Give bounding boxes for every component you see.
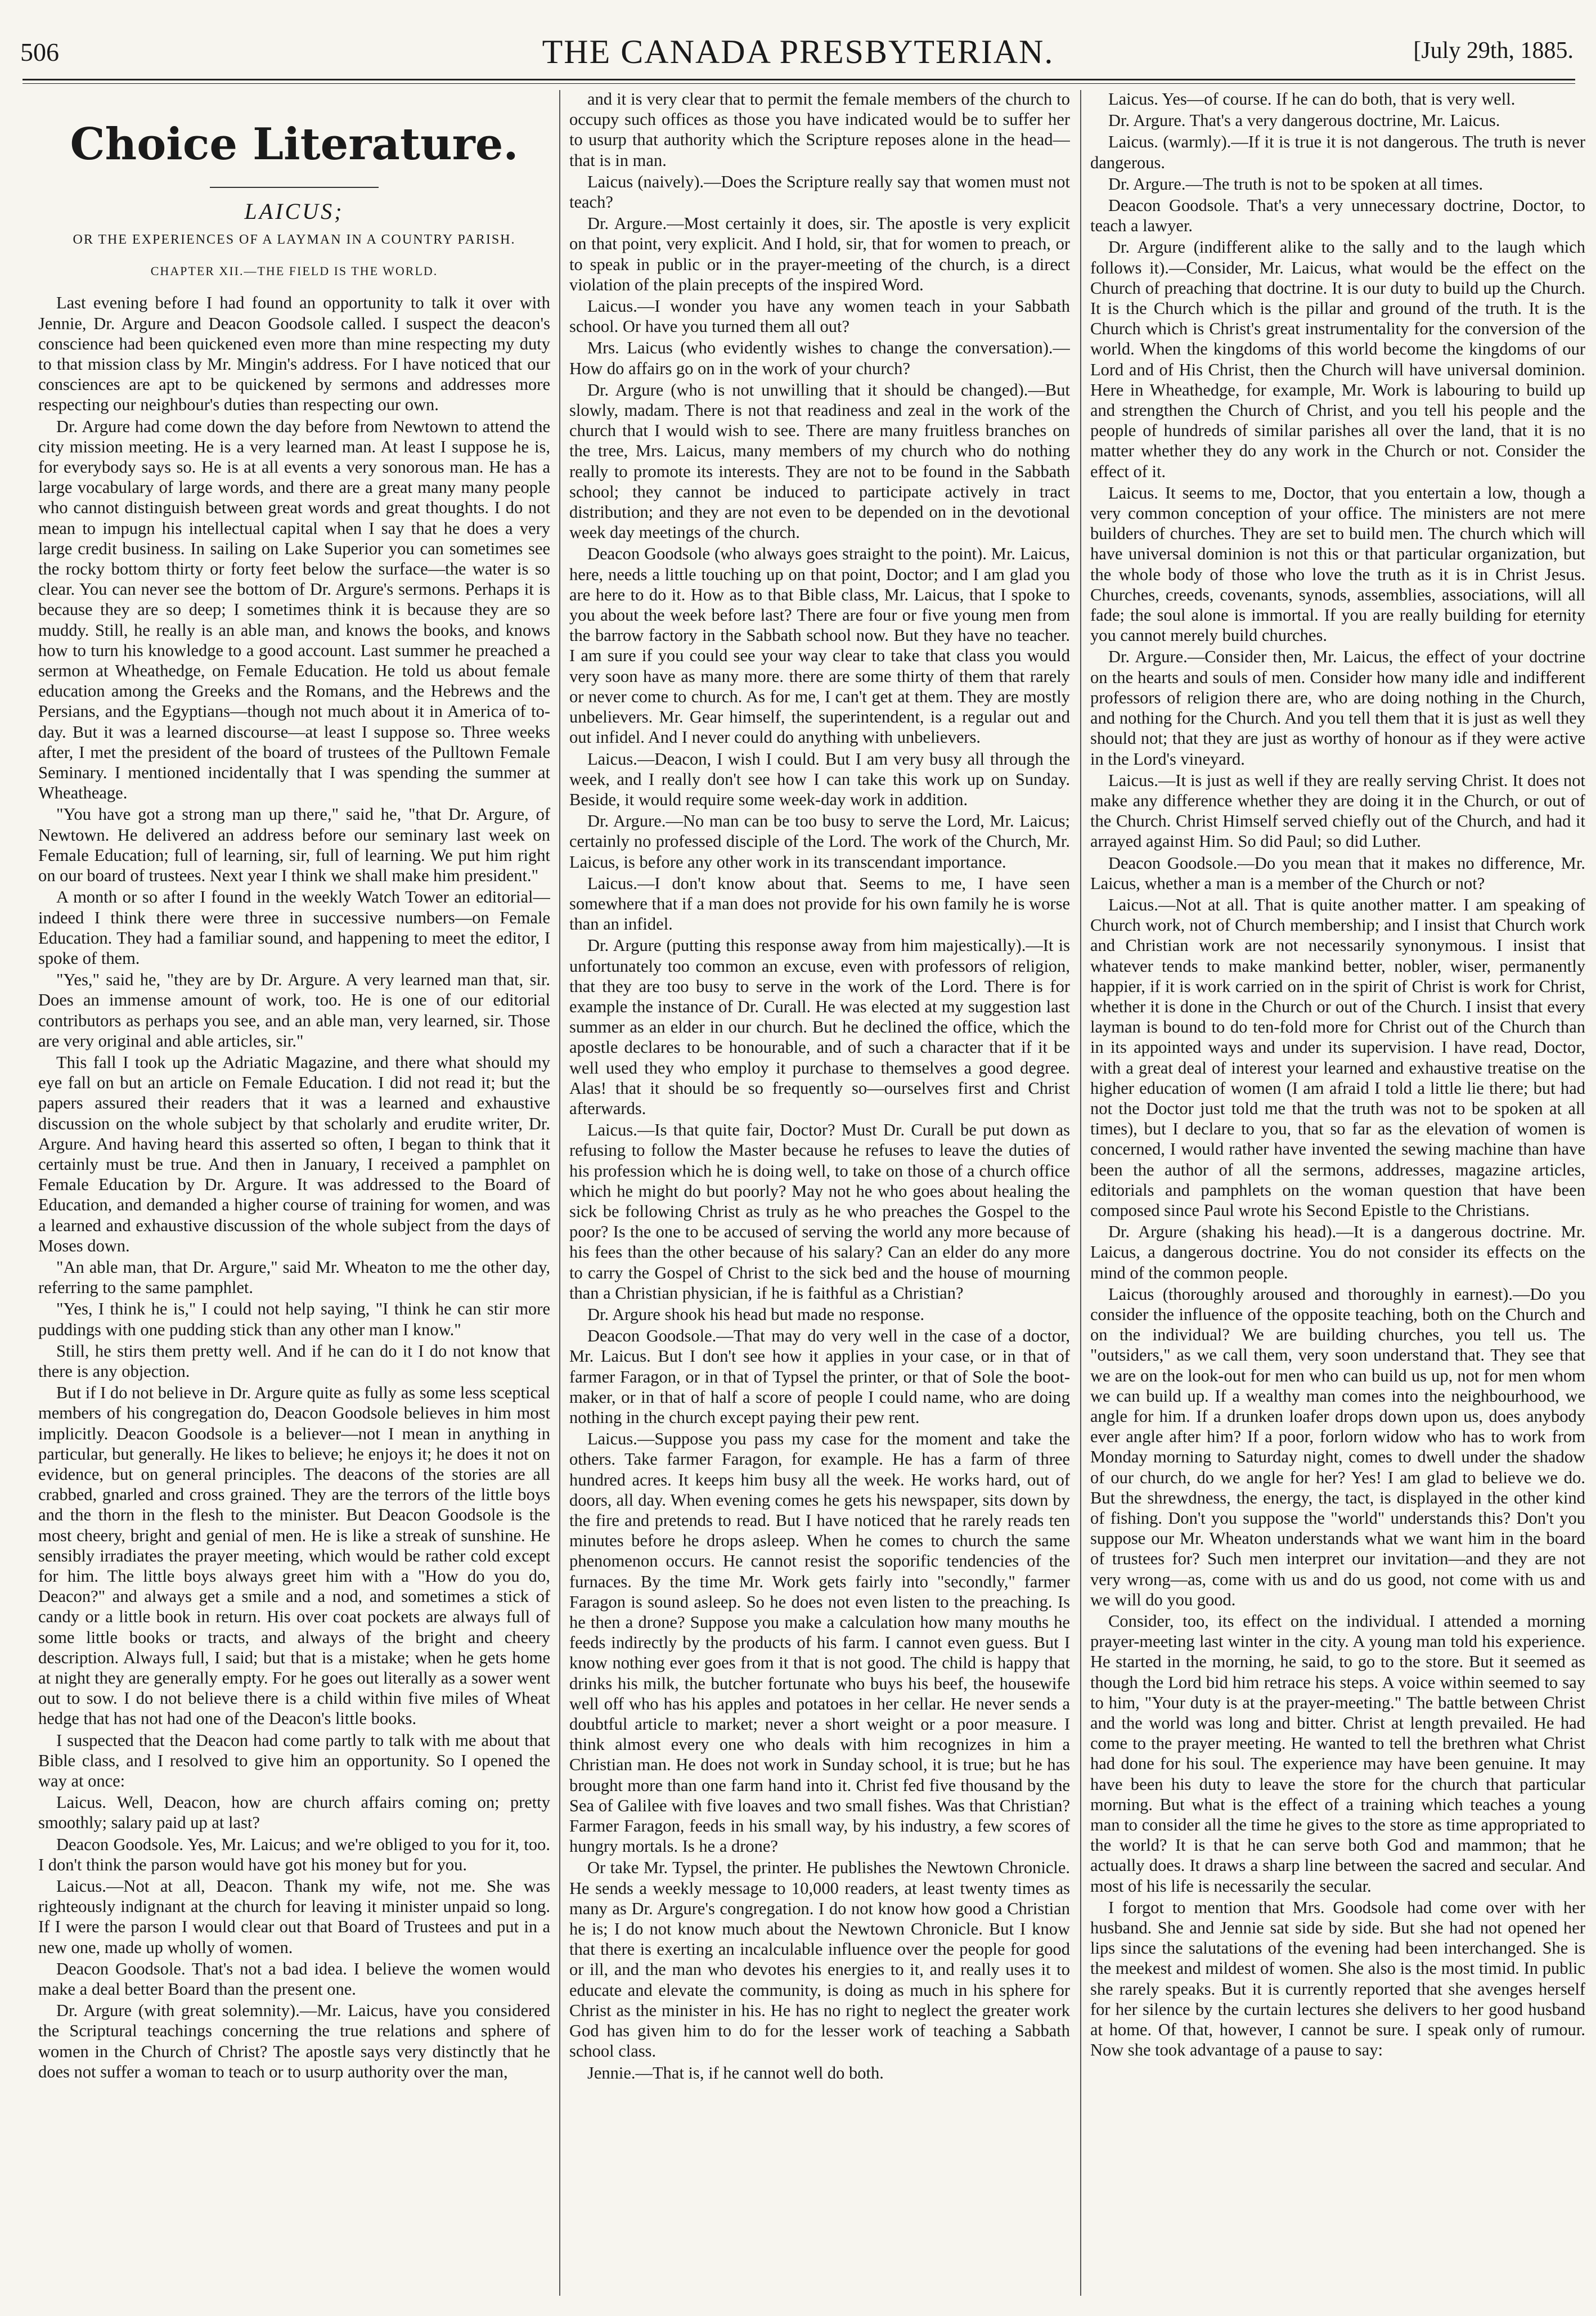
paragraph: "Yes, I think he is," I could not help saying, "I think he can stir more puddings with one pudding stick than any other man I know.": [38, 1299, 550, 1339]
paragraph: Dr. Argure (shaking his head).—It is a dangerous doctrine. Mr. Laicus, a dangerous doctrine. You do not consider its effects on the mind of the common people.: [1090, 1222, 1585, 1282]
paragraph: Deacon Goodsole. Yes, Mr. Laicus; and we're obliged to you for it, too. I don't think the parson would have got his money but for you.: [38, 1834, 550, 1874]
paragraph: Dr. Argure.—Consider then, Mr. Laicus, the effect of your doctrine on the hearts and souls of men. Consider how many idle and indifferent professors of religion there are, who are doing nothing in the Church, and nothing for the Church. And you tell them that it is just as well they should not; that they are just as worthy of honour as if they were active in the Lord's vineyard.: [1090, 647, 1585, 769]
paragraph: Laicus.—I wonder you have any women teach in your Sabbath school. Or have you turned them all out?: [569, 297, 1070, 336]
paragraph: Laicus (thoroughly aroused and thoroughly in earnest).—Do you consider the influence of the opposite teaching, both on the Church and on the individual? We are building churches, you tell us. The "outsiders," as we call them, very soon understand that. They see that we are on the look-out for men who can build us up, not for men whom we can build up. If a wealthy man comes into the neighbourhood, we angle for him. If a drunken loafer drops down upon us, does anybody ever angle after him? If a poor, forlorn widow who has to work from Monday morning to Saturday night, comes to dwell under the shadow of our church, do we angle for her? Yes! I am glad to believe we do. But the shrewdness, the energy, the tact, is displayed in the other kind of fishing. Don't you suppose the "world" understands this? Don't you suppose our Mr. Wheaton understands what we want him in the board of trustees for? Such men interpret our invitation—and they are not very wrong—as, come with us and do us good, not come with us and we will do you good.: [1090, 1284, 1585, 1609]
paragraph: I suspected that the Deacon had come partly to talk with me about that Bible class, and I resolved to give him an opportunity. So I opened the way at once:: [38, 1730, 550, 1791]
paragraph: Deacon Goodsole. That's not a bad idea. I believe the women would make a deal better Board than the present one.: [38, 1959, 550, 1999]
paragraph: Laicus.—Not at all. That is quite another matter. I am speaking of Church work, not of Church membership; and I insist that Church work and Christian work are not necessarily synonymous. I insist that whatever tends to make mankind better, nobler, wiser, permanently happier, if it is work carried on in the spirit of Christ is work for Christ, whether it is done in the Church or out of the Church. I insist that every layman is bound to do ten-fold more for Christ out of the Church than in its appointed ways and under its supervision. I have read, Doctor, with a great deal of interest your learned and exhaustive treatise on the higher education of women (I am afraid I told a little lie there; but had not the Doctor just told me that the truth was not to be spoken at all times), but I declare to you, that so far as the elevation of women is concerned, I would rather have invented the sewing machine than have been the author of all the sermons, addresses, magazine articles, editorials and pamphlets on the woman question that have been composed since Paul wrote his Second Epistle to the Christians.: [1090, 895, 1585, 1220]
paragraph: "You have got a strong man up there," said he, "that Dr. Argure, of Newtown. He delivered an address before our seminary last week on Female Education; full of learning, sir, full of learning. We put him right on our board of trustees. Next year I think we shall make him president.": [38, 805, 550, 886]
column-3: [1090, 89, 1585, 2306]
column-2-body: [569, 89, 1070, 2083]
paragraph: Dr. Argure.—Most certainly it does, sir. The apostle is very explicit on that point, very explicit. And I hold, sir, that for women to preach, or to speak in public or in the prayer-meeting of the church, is a direct violation of the plain precepts of the inspired Word.: [569, 214, 1070, 294]
paragraph: Laicus. Yes—of course. If he can do both, that is very well.: [1108, 89, 1516, 109]
paragraph: Mrs. Laicus (who evidently wishes to change the conversation).—How do affairs go on in the work of your church?: [569, 338, 1070, 378]
paragraph: Dr. Argure (with great solemnity).—Mr. Laicus, have you considered the Scriptural teachings concerning the true relations and sphere of women in the Church of Christ? The apostle says very distinctly that he does not suffer a woman to teach or to usurp authority over the man,: [38, 2001, 550, 2081]
column-separator-2: [1080, 90, 1081, 2296]
paragraph: Dr. Argure (putting this response away from him majestically).—It is unfortunately too common an excuse, even with professors of religion, that they are too busy to serve in the work of the Lord. There is for example the instance of Dr. Curall. He was elected at my suggestion last summer as an elder in our church. But he declined the office, which the apostle declares to be honourable, and of such a character that if it be well used they who employ it purchase to themselves a good degree. Alas! that it should be so frequently so—ourselves first and Christ afterwards.: [569, 936, 1070, 1118]
chapter-heading: CHAPTER XII.—THE FIELD IS THE WORLD.: [150, 264, 438, 279]
paragraph: Laicus.—Deacon, I wish I could. But I am very busy all through the week, and I really don't see how I can take this work up on Sunday. Beside, it would require some week-day work in addition.: [569, 749, 1070, 809]
title-rule: [210, 187, 379, 188]
paragraph: Laicus.—Not at all, Deacon. Thank my wife, not me. She was righteously indignant at the church for leaving it minister unpaid so long. If I were the parson I would clear out that Board of Trustees and put in a new one, made up wholly of women.: [38, 1877, 550, 1957]
paragraph: Dr. Argure shook his head but made no response.: [587, 1304, 925, 1324]
paragraph: Dr. Argure.—The truth is not to be spoken at all times.: [1108, 174, 1483, 194]
paragraph: Or take Mr. Typsel, the printer. He publishes the Newtown Chronicle. He sends a weekly message to 10,000 readers, at least twenty times as many as Dr. Argure's congregation. I do not know how good a Christian he is; I do not know much about the Newtown Chronicle. But I know that there is exerting an incalculable influence over the people for good or ill, and the man who devotes his energies to it, and really uses it to educate and elevate the community, is doing as much in his sphere for Christ as the minister in his. He has no right to neglect the greater work God has given him to do for the lesser work of teaching a Sabbath school class.: [569, 1858, 1070, 2061]
header-rule-thin: [23, 83, 1575, 84]
paragraph: Laicus.—Is that quite fair, Doctor? Must Dr. Curall be put down as refusing to follow the Master because he refuses to leave the duties of his profession which he is doing well, to take on those of a church office which he might do but poorly? May not he who goes about healing the sick be following Christ as truly as he who preaches the Gospel to the poor? Is the one to be accused of serving the world any more because of his fees than the other because of his salary? Can an elder do any more to carry the Gospel of Christ to the sick bed and the house of mourning than a Christian physician, if he is faithful as a Christian?: [569, 1120, 1070, 1303]
paragraph: Deacon Goodsole. That's a very unnecessary doctrine, Doctor, to teach a lawyer.: [1090, 196, 1585, 236]
publication-title: THE CANADA PRESBYTERIAN.: [542, 33, 1054, 70]
column-3-body: [1090, 89, 1585, 2061]
paragraph: Still, he stirs them pretty well. And if he can do it I do not know that there is any objection.: [38, 1341, 550, 1381]
paragraph: Deacon Goodsole.—That may do very well in the case of a doctor, Mr. Laicus. But I don't see how it applies in your case, or in that of farmer Faragon, or in that of Typsel the printer, or that of Sole the boot-maker, or in that of half a score of people I could name, who are doing nothing in the church except paying their pew rent.: [569, 1326, 1070, 1427]
paragraph: A month or so after I found in the weekly Watch Tower an editorial—indeed I think there were three in successive numbers—on Female Education. They had a familiar sound, and happening to meet the editor, I spoke of them.: [38, 887, 550, 968]
story-subtitle: OR THE EXPERIENCES OF A LAYMAN IN A COUNTRY PARISH.: [73, 232, 516, 248]
paragraph: Consider, too, its effect on the individual. I attended a morning prayer-meeting last winter in the city. A young man told his experience. He started in the morning, he said, to go to the store. But it seemed as though the Lord bid him retrace his steps. A voice within seemed to say to him, "Your duty is at the prayer-meeting." The battle between Christ and the world was long and bitter. Christ at length prevailed. He had come to the prayer meeting. He wanted to tell the brethren what Christ had done for his soul. The experience may have been genuine. It may have been his duty to leave the store for the church that particular morning. But what is the effect of a training which teaches a young man to consider all the time he gives to the store as time appropriated to the world? It is that he can serve both God and mammon; that he actually does. It draws a sharp line between the sacred and secular. And most of his life is necessarily the secular.: [1090, 1612, 1585, 1896]
paragraph: Jennie.—That is, if he cannot well do both.: [587, 2063, 884, 2082]
paragraph: Deacon Goodsole (who always goes straight to the point). Mr. Laicus, here, needs a little touching up on that point, Doctor; and I am glad you are here to do it. How as to that Bible class, Mr. Laicus, that I spoke to you about the week before last? There are four or five young men from the barrow factory in the Sabbath school now. But they have no teacher. I am sure if you could see your way clear to take that class you would very soon have as many more. there are some thirty of them that rarely or never come to church. As for me, I can't get at them. They are mostly unbelievers. Mr. Gear himself, the superintendent, is a regular out and out infidel. And I never could do anything with unbelievers.: [569, 544, 1070, 747]
story-title: LAICUS;: [244, 199, 344, 224]
paragraph: Dr. Argure.—No man can be too busy to serve the Lord, Mr. Laicus; certainly no professed disciple of the Lord. The work of the Church, Mr. Laicus, is before any other work in its transcendant importance.: [569, 811, 1070, 872]
paragraph: "An able man, that Dr. Argure," said Mr. Wheaton to me the other day, referring to the same pamphlet.: [38, 1257, 550, 1298]
paragraph: Dr. Argure (who is not unwilling that it should be changed).—But slowly, madam. There is not that readiness and zeal in the work of the church that I would wish to see. There are many fruitless branches on the tree, Mrs. Laicus, many members of my church who do nothing really to promote its interests. They are not to be found in the Sabbath school; they cannot be induced to participate actively in tract distribution; and they are not even to be depended on in the devotional week day meetings of the church.: [569, 380, 1070, 542]
paragraph: and it is very clear that to permit the female members of the church to occupy such offices as those you have indicated would be to suffer her to usurp that authority which the Scripture reposes alone in the head—that is in man.: [569, 89, 1070, 170]
header-rule-thick: [23, 79, 1575, 80]
paragraph: Laicus.—It is just as well if they are really serving Christ. It does not make any difference whether they are doing it in the Church, or out of the Church. Christ Himself served chiefly out of the Church, and had it arrayed against Him. So did Paul; so did Luther.: [1090, 770, 1585, 851]
paragraph: This fall I took up the Adriatic Magazine, and there what should my eye fall on but an article on Female Education. I did not read it; but the papers assured their readers that it was a learned and exhaustive discussion on the whole subject by that scholarly and erudite writer, Dr. Argure. And having heard this asserted so often, I began to think that it certainly must be true. And then in January, I received a pamphlet on Female Education by Dr. Argure. It was addressed to the Board of Education, and demanded a higher course of training for women, and was a learned and exhaustive discussion of the whole subject from the days of Moses down.: [38, 1052, 550, 1255]
paragraph: Laicus. It seems to me, Doctor, that you entertain a low, though a very common conception of your office. The ministers are not mere builders of churches. They are set to build men. The church which will have universal dominion is not this or that particular organization, but the whole body of those who love the truth as it is in Christ Jesus. Churches, creeds, covenants, synods, assemblies, associations, will all fade; the soul alone is immortal. If you are really building for eternity you cannot merely build churches.: [1090, 483, 1585, 645]
paragraph: Laicus.—Suppose you pass my case for the moment and take the others. Take farmer Faragon, for example. He has a farm of three hundred acres. It keeps him busy all the week. He works hard, out of doors, all day. When evening comes he gets his newspaper, sits down by the fire and pretends to read. But I have noticed that he rarely reads ten minutes before he drops asleep. When he comes to church the same phenomenon occurs. He cannot resist the soporific tendencies of the furnaces. By the time Mr. Work gets fairly into "secondly," farmer Faragon is sound asleep. So he does not even listen to the preaching. Is he then a drone? Suppose you make a calculation how many mouths he feeds indirectly by the products of his farm. I cannot even guess. But I know nothing ever goes from it that is not good. The child is happy that drinks his milk, the butcher fortunate who buys his beef, the housewife well off who has his apples and potatoes in her cellar. He never sends a doubtful article to market; never a short weight or a poor measure. I think almost every one who deals with him recognizes in him a Christian man. He does not work in Sunday school, it is true; but he has brought more than one farm hand into it. Christ fed five thousand by the Sea of Galilee with five loaves and two small fishes. Was that Christian? Farmer Faragon, feeds in his small way, by his industry, a few scores of hungry mortals. Is he a drone?: [569, 1429, 1070, 1856]
paragraph: Laicus (naively).—Does the Scripture really say that women must not teach?: [569, 172, 1070, 212]
paragraph: Dr. Argure. That's a very dangerous doctrine, Mr. Laicus.: [1108, 111, 1500, 131]
paragraph: Laicus.—I don't know about that. Seems to me, I have seen somewhere that if a man does not provide for his own family he is worse than an infidel.: [569, 873, 1070, 934]
paragraph: I forgot to mention that Mrs. Goodsole had come over with her husband. She and Jennie sat side by side. But she had not opened her lips since the salutations of the evening had been interchanged. She is the meekest and mildest of women. She also is the most timid. In public she rarely speaks. But it is currently reported that she avenges herself for her silence by the curtain lectures she delivers to her good husband at home. Of that, however, I cannot be sure. I speak only of rumour. Now she took advantage of a pause to say:: [1090, 1897, 1585, 2060]
page-header: [0, 0, 1596, 83]
column-2: [569, 89, 1070, 2306]
column-1-body: [38, 293, 550, 2082]
paragraph: But if I do not believe in Dr. Argure quite as fully as some less sceptical members of his congregation do, Deacon Goodsole believes in him most implicitly. Deacon Goodsole is a believer—not I mean in anything in particular, but generally. He likes to believe; he enjoys it; he does it not on evidence, but on general principles. The deacons of the stories are all crabbed, gnarled and cross grained. They are the terrors of the little boys and the thorn in the flesh to the minister. But Deacon Goodsole is the most cheery, bright and genial of men. He is like a streak of sunshine. He sensibly irradiates the prayer meeting, which would be rather cold except for him. The little boys always greet him with a "How do you do, Deacon?" and always get a smile and a nod, and sometimes a stick of candy or a little book in return. His over coat pockets are always full of some little books or tracts, and always of the bright and cheery description. Always full, I said; but that is a mistake; when he gets home at night they are generally empty. For he goes out literally as a sower went out to sow. I do not believe there is a child within five miles of Wheat hedge that has not had one of the Deacon's little books.: [38, 1383, 550, 1729]
paragraph: "Yes," said he, "they are by Dr. Argure. A very learned man that, sir. Does an immense amount of work, too. He is one of our editorial contributors as perhaps you see, and an able man, very learned, sir. Those are very original and able articles, sir.": [38, 970, 550, 1051]
column-separator-1: [559, 90, 560, 2296]
issue-date: [July 29th, 1885.: [1413, 38, 1573, 64]
paragraph: Dr. Argure (indifferent alike to the sally and to the laugh which follows it).—Consider, Mr. Laicus, what would be the effect on the Church of preaching that doctrine. It is our duty to build up the Church. It is the Church which is the pillar and ground of the truth. It is the Church which is Christ's great instrumentality for the conversion of the world. When the kingdoms of this world become the kingdoms of our Lord and of His Christ, then the Church will have universal dominion. Here in Wheathedge, for example, Mr. Work is labouring to build up and strengthen the Church of Christ, and you tell his people and the people of hundreds of similar parishes all over the land, that it is no matter whether they do any work in the Church or not. Consider the effect of it.: [1090, 237, 1585, 481]
paragraph: Laicus. Well, Deacon, how are church affairs coming on; pretty smoothly; salary paid up at last?: [38, 1793, 550, 1833]
section-title: Choice Literature.: [70, 119, 519, 170]
column-1: [38, 89, 550, 2306]
paragraph: Laicus. (warmly).—If it is true it is not dangerous. The truth is never dangerous.: [1090, 132, 1585, 172]
paragraph: Dr. Argure had come down the day before from Newtown to attend the city mission meeting. He is a very learned man. At least I suppose he is, for everybody says so. He is at all events a very sonorous man. He has a large vocabulary of large words, and there are a great many many people who cannot distinguish between great words and great thoughts. I do not mean to impugn his intellectual capital when I say that he does a very large credit business. In sailing on Lake Superior you can sometimes see the rocky bottom thirty or forty feet below the surface—the water is so clear. You can never see the bottom of Dr. Argure's sermons. Perhaps it is because they are so deep; I sometimes think it is because they are so muddy. Still, he really is an able man, and knows the books, and knows how to turn his knowledge to a good account. Last summer he preached a sermon at Wheathedge, on Female Education. He told us about female education among the Greeks and the Romans, and the Hebrews and the Persians, and the Egyptians—though not much about it in America of to-day. But it was a learned discourse—at least I suppose so. Three weeks after, I met the president of the board of trustees of the Pulltown Female Seminary. I mentioned incidentally that I was spending the summer at Wheatheage.: [38, 416, 550, 803]
paragraph: Last evening before I had found an opportunity to talk it over with Jennie, Dr. Argure and Deacon Goodsole called. I suspect the deacon's conscience had been quickened even more than mine respecting my duty to that mission class by Mr. Mingin's address. For I have noticed that our consciences are apt to be quickened by sermons and addresses more respecting our neighbour's duties than respecting our own.: [38, 293, 550, 415]
page-number: 506: [20, 38, 59, 66]
paragraph: Deacon Goodsole.—Do you mean that it makes no difference, Mr. Laicus, whether a man is a member of the Church or not?: [1090, 853, 1585, 893]
